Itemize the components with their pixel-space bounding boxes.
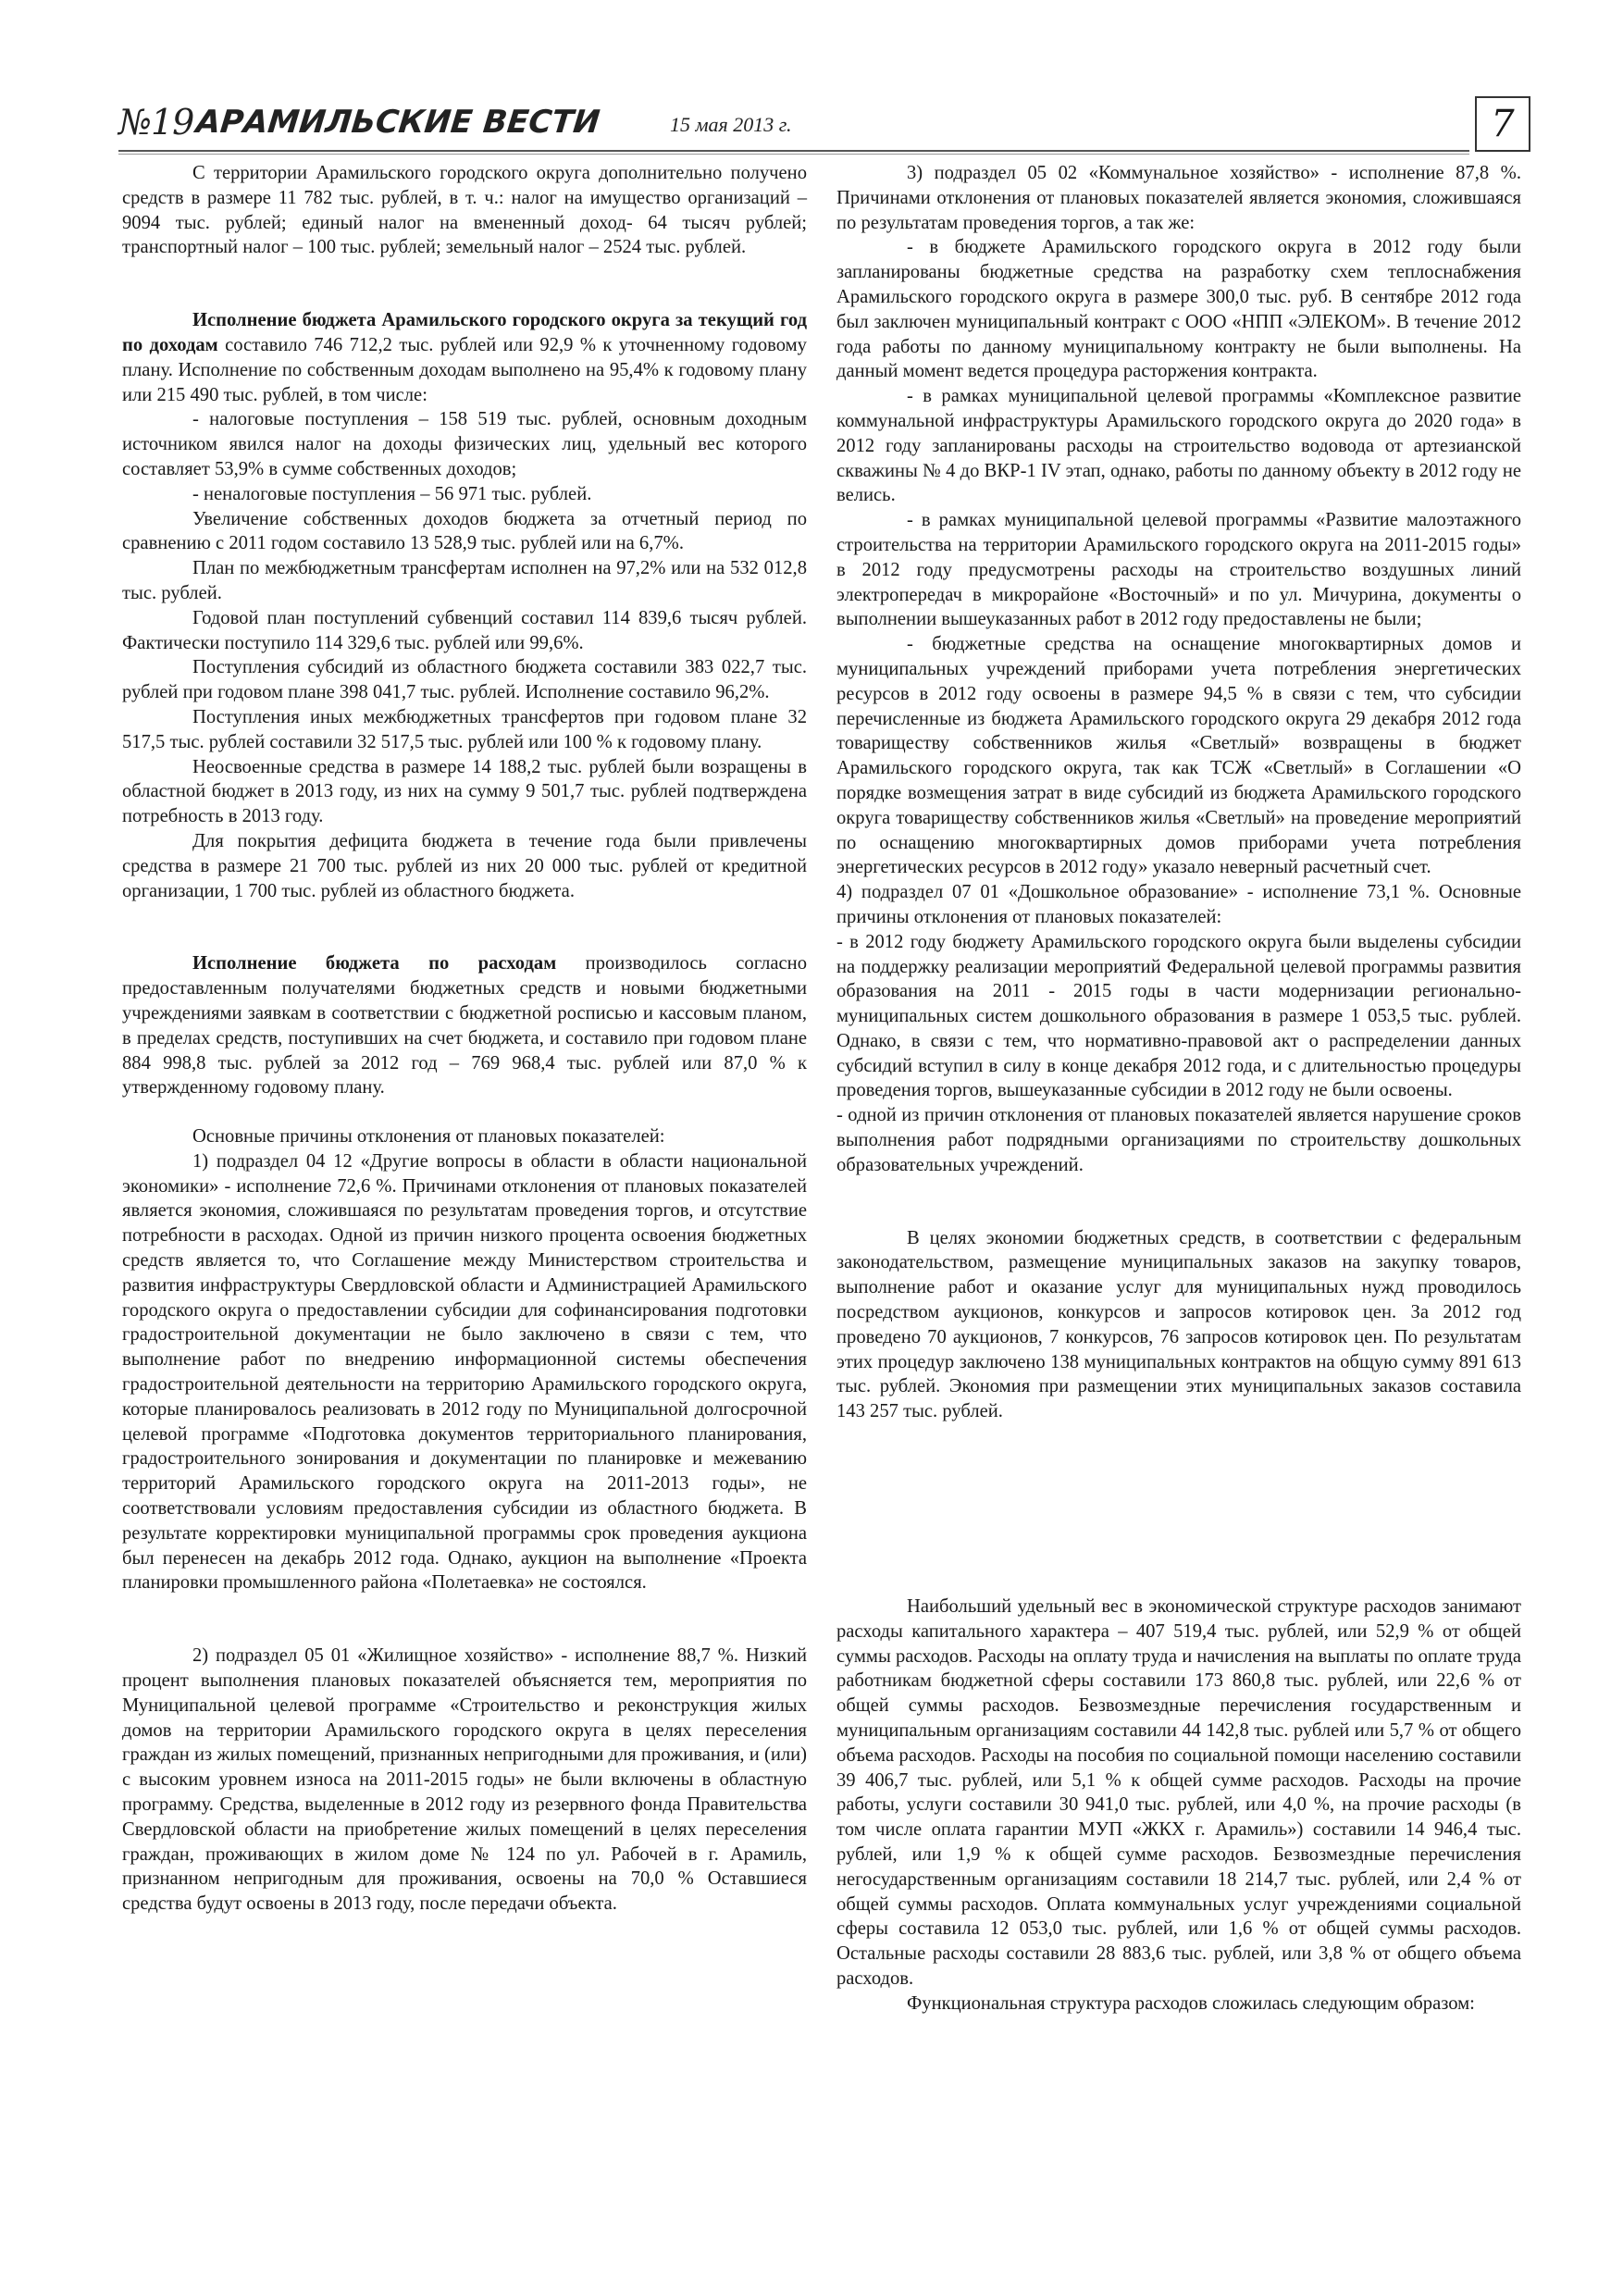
issue-date: 15 мая 2013 г.: [670, 113, 792, 136]
paragraph-subsection-0502: 3) подраздел 05 02 «Коммунальное хозяйство» - исполнение 87,8 %. Причинами отклонения от плановых показателей является экономия, сложившаяся по результатам проведения торгов, а так же:: [836, 163, 1521, 233]
masthead: [118, 100, 1525, 152]
right-column: [836, 161, 1521, 2017]
paragraph-subventions: Годовой план поступлений субвенций составил 114 839,6 тысяч рублей. Фактически поступило 114 329,6 тыс. рублей или 99,6%.: [122, 607, 807, 653]
left-column: [122, 161, 807, 1917]
paragraph-functional-structure: Функциональная структура расходов сложилась следующим образом:: [907, 1992, 1475, 2014]
paragraph-water-pipeline: - в рамках муниципальной целевой программы «Комплексное развитие коммунальной инфраструктуры Арамильского городского округа до 2020 года» в 2012 году запланированы расходы на строительство водовода от артезианской скважины № 4 до ВКР-1 IV этап, однако, работы по данному объекту в 2012 году не велись.: [836, 386, 1521, 506]
paragraph-unused-funds: Неосвоенные средства в размере 14 188,2 тыс. рублей были возращены в областной бюджет в 2013 году, из них на сумму 9 501,7 тыс. рублей подтверждена потребность в 2013 году.: [122, 756, 807, 827]
income-heading: Исполнение бюджета Арамильского городского округа за текущий год по доходам: [122, 310, 807, 355]
paragraph-other-transfers: Поступления иных межбюджетных трансфертов при годовом плане 32 517,5 тыс. рублей составили 32 517,5 тыс. рублей или 100 % к годовому плану.: [122, 706, 807, 752]
expense-heading: Исполнение бюджета по расходам: [192, 953, 557, 974]
paragraph-preschool-subsidies: - в 2012 году бюджету Арамильского городского округа были выделены субсидии на поддержку реализации мероприятий Федеральной целевой программы развития образования на 2011 - 2015 годы в части модернизации регионально-муниципальных систем дошкольного образования в размере 1 053,5 тыс. рублей. Однако, в связи с тем, что нормативно-правовой акт о распределении данных субсидий вступил в силу в конце декабря 2012 года, и с длительностью процедуры проведения торгов, вышеуказанные субсидии в 2012 году не были освоены.: [836, 931, 1521, 1101]
paragraph-expense-structure: Наибольший удельный вес в экономической структуре расходов занимают расходы капитального характера – 407 519,4 тыс. рублей, или 52,9 % от общей суммы расходов. Расходы на оплату труда и начисления на выплаты по оплате труда работникам бюджетной сферы составили 173 860,8 тыс. рублей, или 22,6 % от общей суммы расходов. Безвозмездные перечисления государственным и муниципальным организациям составили 44 142,8 тыс. рублей или 5,7 % от общего объема расходов. Расходы на пособия по социальной помощи населению составили 39 406,7 тыс. рублей, или 5,1 % к общей сумме расходов. Расходы на прочие работы, услуги составили 30 941,0 тыс. рублей, или 4,0 %, на прочие расходы (в том числе оплата гарантии МУП «ЖКХ г. Арамиль») составили 14 946,4 тыс. рублей, или 1,9 % к общей сумме расходов. Безвозмездные перечисления негосударственным организациям составили 18 214,7 тыс. рублей, или 2,4 % от общей суммы расходов. Оплата коммунальных услуг учреждениями социальной сферы составила 12 053,0 тыс. рублей, или 1,6 % от общей суммы расходов. Остальные расходы составили 28 883,6 тыс. рублей, или 3,8 % от общего объема расходов.: [836, 1596, 1521, 1989]
issue-number: №19: [118, 102, 194, 143]
header-rule: [118, 150, 1469, 152]
paragraph-subsection-0412: 1) подраздел 04 12 «Другие вопросы в области в области национальной экономики» - исполнение 72,6 %. Причинами отклонения от плановых показателей является экономия, сложившаяся по результатам проведения торгов, и отсутствие потребности в расходах. Одной из причин низкого процента освоения бюджетных средств является то, что Соглашение между Министерством строительства и развития инфраструктуры Свердловской области и Администрацией Арамильского городского округа о предоставлении субсидии для софинансирования подготовки градостроительной документации не было заключено в связи с тем, что выполнение работ по внедрению информационной системы обеспечения градостроительной деятельности на территорию Арамильского городского округа, которые планировалось реализовать в 2012 году по Муниципальной долгосрочной целевой программе «Подготовка документов территориального планирования, градостроительного зонирования и документации по планировке и межеванию территорий Арамильского городского округа на 2011-2013 годы», не соответствовали условиям предоставления субсидии из областного бюджета. В результате корректировки муниципальной программы срок проведения аукциона был перенесен на декабрь 2012 года. Однако, аукцион на выполнение «Проекта планировки промышленного района «Полетаевка» не состоялся.: [122, 1150, 807, 1594]
paragraph-own-income-growth: Увеличение собственных доходов бюджета за отчетный период по сравнению с 2011 годом составило 13 528,9 тыс. рублей или на 6,7%.: [122, 508, 807, 554]
paragraph-nontax-income: - неналоговые поступления – 56 971 тыс. рублей.: [192, 483, 592, 504]
paragraph-additional-income: С территории Арамильского городского округа дополнительно получено средств в размере 11 782 тыс. рублей, в т. ч.: налог на имущество организаций – 9094 тыс. рублей; единый налог на вмененный доход- 64 тысяч рублей; транспортный налог – 100 тыс. рублей; земельный налог – 2524 тыс. рублей.: [122, 163, 807, 258]
paragraph-power-lines: - в рамках муниципальной целевой программы «Развитие малоэтажного строительства на территории Арамильского городского округа на 2011-2015 годы» в 2012 году предусмотрены расходы на строительство воздушных линий электропередач в микрорайоне «Восточный» и по ул. Мичурина, документы о выполнении вышеуказанных работ в 2012 году предоставлены не были;: [836, 510, 1521, 630]
paragraph-income-execution: Исполнение бюджета Арамильского городского округа за текущий год по доходам составило 746 712,2 тыс. рублей или 92,9 % к уточненному годовому плану. Исполнение по собственным доходам выполнено на 95,4% к годовому плану или 215 490 тыс. рублей, в том числе:: [122, 310, 807, 405]
paragraph-deficit: Для покрытия дефицита бюджета в течение года были привлечены средства в размере 21 700 тыс. рублей из них 20 000 тыс. рублей от кредитной организации, 1 700 тыс. рублей из областного бюджета.: [122, 830, 807, 901]
paragraph-transfers: План по межбюджетным трансфертам исполнен на 97,2% или на 532 012,8 тыс. рублей.: [122, 558, 807, 603]
paragraph-subsection-0501: 2) подраздел 05 01 «Жилищное хозяйство» - исполнение 88,7 %. Низкий процент выполнения плановых показателей объясняется тем, мероприятия по Муниципальной целевой программе «Строительство и реконструкция жилых домов на территории Арамильского городского округа в целях переселения граждан из жилых помещений, признанных непригодными для проживания, и (или) с высоким уровнем износа на 2011-2015 годы» не были включены в областную программу. Средства, выделенные в 2012 году из резервного фонда Правительства Свердловской области на приобретение жилых помещений в целях переселения граждан, проживающих в жилом доме № 124 по ул. Рабочей в г. Арамиль, признанном непригодным для проживания, освоены на 70,0 % Оставшиеся средства будут освоены в 2013 году, после передачи объекта.: [122, 1645, 807, 1915]
paragraph-procurement: В целях экономии бюджетных средств, в соответствии с федеральным законодательством, размещение муниципальных заказов на закупку товаров, выполнение работ и оказание услуг для муниципальных нужд проводилось посредством аукционов, конкурсов и запросов котировок цен. За 2012 год проведено 70 аукционов, 7 конкурсов, 76 запросов котировок цен. По результатам этих процедур заключено 138 муниципальных контрактов на общую сумму 891 613 тыс. рублей. Экономия при размещении этих муниципальных заказов составила 143 257 тыс. рублей.: [836, 1227, 1521, 1422]
page-number: 7: [1475, 96, 1530, 152]
paragraph-subsection-0701: 4) подраздел 07 01 «Дошкольное образование» - исполнение 73,1 %. Основные причины отклонения от плановых показателей:: [836, 882, 1521, 927]
header-rule-thin: [118, 154, 1469, 155]
paragraph-subsidies: Поступления субсидий из областного бюджета составили 383 022,7 тыс. рублей при годовом плане 398 041,7 тыс. рублей. Исполнение составило 96,2%.: [122, 657, 807, 703]
paragraph-deviation-reasons: Основные причины отклонения от плановых показателей:: [192, 1126, 665, 1148]
paragraph-contractor-delays: - одной из причин отклонения от плановых показателей является нарушение сроков выполнения работ подрядными организациями по строительству дошкольных образовательных учреждений.: [836, 1105, 1521, 1175]
newspaper-title: АРАМИЛЬСКИЕ ВЕСТИ: [193, 104, 602, 141]
paragraph-meters: - бюджетные средства на оснащение многоквартирных домов и муниципальных учреждений приборами учета потребления энергетических ресурсов в 2012 году освоены в размере 94,5 % в связи с тем, что субсидии перечисленные из бюджета Арамильского городского округа 29 декабря 2012 года товариществу собственников жилья «Светлый» возвращены в бюджет Арамильского городского округа, так как ТСЖ «Светлый» в Соглашении «О порядке возмещения затрат в виде субсидий из бюджета Арамильского городского округа товариществу собственников жилья «Светлый» на проведение мероприятий по оснащению многоквартирных домов приборами учета потребления энергетических ресурсов в 2012 году» указало неверный расчетный счет.: [836, 634, 1521, 878]
paragraph-heat-supply: - в бюджете Арамильского городского округа в 2012 году были запланированы бюджетные средства на разработку схем теплоснабжения Арамильского городского округа в размере 300,0 тыс. руб. В сентябре 2012 года был заключен муниципальный контракт с ООО «НПП «ЭЛЕКОМ». В течение 2012 года работы по данному муниципальному контракту не были выполнены. На данный момент ведется процедура расторжения контракта.: [836, 237, 1521, 382]
paragraph-expense-execution: Исполнение бюджета по расходам производилось согласно предоставленным получателями бюджетных средств и новыми бюджетными учреждениями заявкам в соответствии с бюджетной росписью и кассовым планом, в пределах средств, поступивших на счет бюджета, и составило при годовом плане 884 998,8 тыс. рублей за 2012 год – 769 968,4 тыс. рублей или 87,0 % к утвержденному годовому плану.: [122, 953, 807, 1098]
paragraph-tax-income: - налоговые поступления – 158 519 тыс. рублей, основным доходным источником явился налог на доходы физических лиц, удельный вес которого составляет 53,9% в сумме собственных доходов;: [122, 409, 807, 479]
